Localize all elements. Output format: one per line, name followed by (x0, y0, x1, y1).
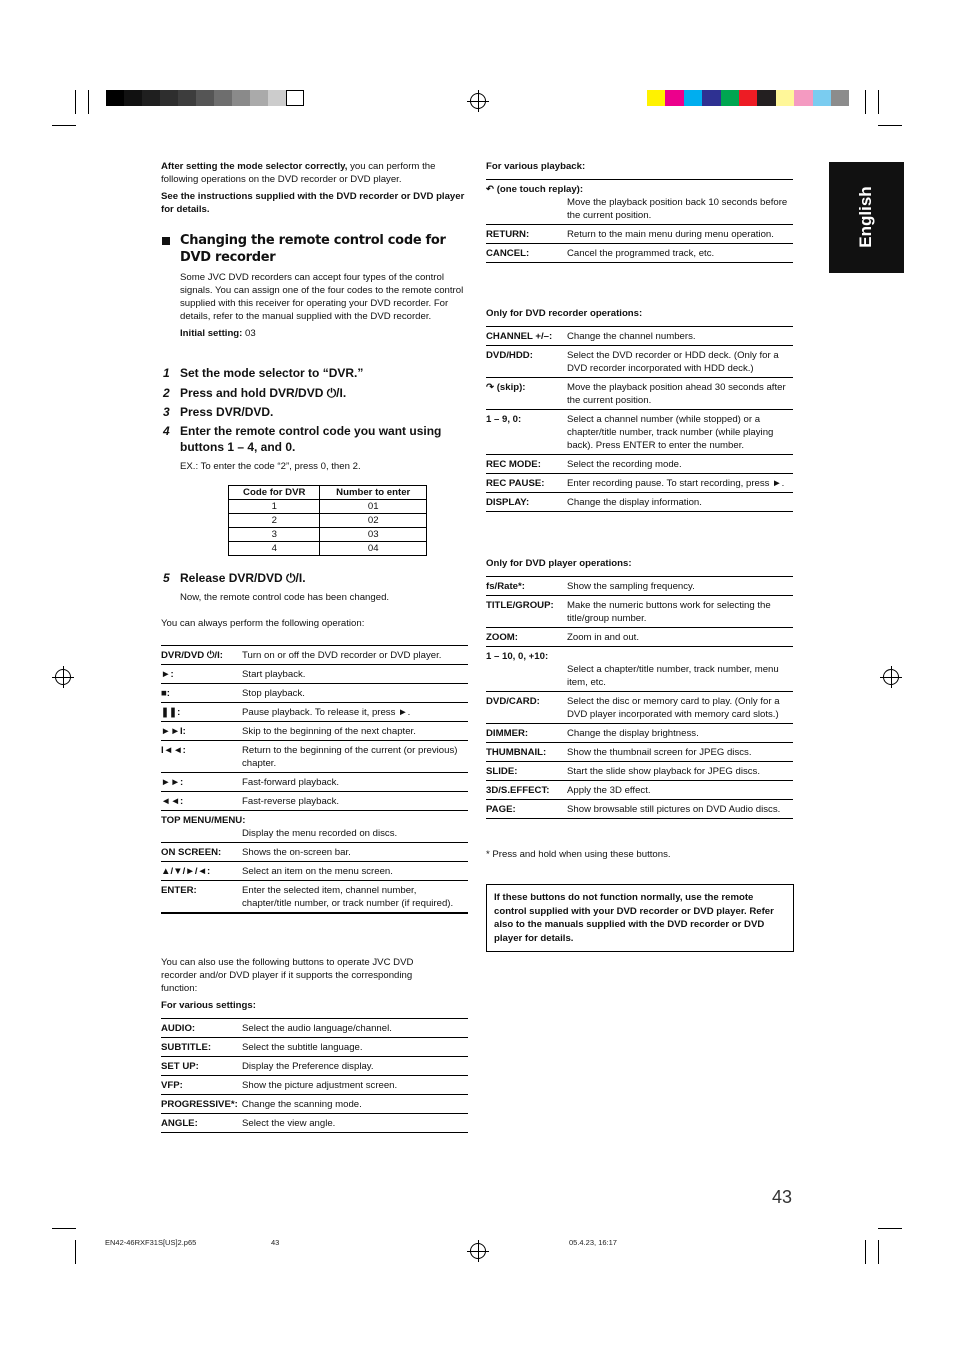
crop-mark (865, 1240, 866, 1264)
color-swatch (268, 90, 286, 106)
row-key: DISPLAY: (486, 497, 530, 508)
playback-heading: For various playback: (486, 161, 586, 172)
row-value: Fast-reverse playback. (242, 796, 340, 807)
table-row: 2 02 (229, 514, 427, 528)
row-key: ►►: (161, 777, 184, 788)
registration-target-icon (470, 93, 486, 109)
table-row (486, 455, 793, 474)
row-key: I◄◄: (161, 745, 186, 756)
row-key: ANGLE: (161, 1118, 198, 1129)
color-swatch (286, 90, 304, 106)
table-row (486, 410, 793, 455)
table-row (161, 792, 468, 811)
row-key: SUBTITLE: (161, 1042, 212, 1053)
row-key: 3D/S.EFFECT: (486, 785, 550, 796)
table-row: 3 03 (229, 528, 427, 542)
row-key: TITLE/GROUP: (486, 600, 554, 611)
section-bullet-icon (162, 237, 170, 245)
row-value: Select the view angle. (242, 1118, 336, 1129)
row-key: DIMMER: (486, 728, 529, 739)
registration-target-icon (55, 669, 71, 685)
color-swatch (124, 90, 142, 106)
row-key: 1 – 9, 0: (486, 414, 522, 425)
row-value: Turn on or off the DVD recorder or DVD player. (242, 650, 442, 661)
intro-paragraph-2: See the instructions supplied with the DVD recorder or DVD player for details. (161, 191, 465, 215)
row-key: SET UP: (161, 1061, 199, 1072)
table-row (161, 1114, 468, 1133)
row-key: VFP: (161, 1080, 183, 1091)
table-row (486, 577, 793, 596)
crop-mark (88, 90, 89, 114)
footer-filename: EN42-46RXF31S[US]2.p65 (105, 1238, 197, 1247)
row-value: Select a channel number (while stopped) or a chapter/title number, track number (while playing back). Press ENTER to enter the number. (567, 414, 774, 451)
row-key: PAGE: (486, 804, 516, 815)
step-1: 1 Set the mode selector to “DVR.” (163, 366, 364, 380)
row-value: Select a chapter/title number, track number, menu item, etc. (567, 664, 779, 688)
table-row (486, 692, 793, 724)
recorder-table (486, 326, 793, 512)
row-value: Fast-forward playback. (242, 777, 340, 788)
table-row (161, 722, 468, 741)
row-key: REC PAUSE: (486, 478, 545, 489)
table-row (161, 811, 468, 843)
table-row (486, 781, 793, 800)
crop-mark (52, 1228, 76, 1229)
table-row: 1 01 (229, 500, 427, 514)
row-value: Display the menu recorded on discs. (242, 828, 398, 839)
row-key: THUMBNAIL: (486, 747, 547, 758)
code-header: Number to enter (320, 486, 427, 500)
row-value: Show the sampling frequency. (567, 581, 695, 592)
row-value: Select an item on the menu screen. (242, 866, 393, 877)
footer-date: 05.4.23, 16:17 (569, 1238, 617, 1247)
color-swatch (665, 90, 683, 106)
row-value: Change the display brightness. (567, 728, 699, 739)
page-number: 43 (772, 1187, 793, 1207)
color-swatch (702, 90, 720, 106)
row-value: Select the DVD recorder or HDD deck. (Only for a DVD recorder incorporated with HDD deck.) (567, 350, 779, 374)
table-row (486, 724, 793, 743)
row-key: ■: (161, 688, 170, 699)
row-value: Display the Preference display. (242, 1061, 374, 1072)
row-key: TOP MENU/MENU: (161, 815, 246, 826)
row-value: Show the thumbnail screen for JPEG discs. (567, 747, 752, 758)
row-key: ↶ (one touch replay): (486, 184, 584, 195)
crop-mark (878, 125, 902, 126)
crop-mark (75, 90, 76, 114)
step-2: 2 Press and hold DVR/DVD ⏻/I. (163, 386, 347, 400)
language-tab (829, 162, 904, 273)
row-value: Start playback. (242, 669, 306, 680)
operations-table (161, 645, 468, 914)
table-row (161, 1076, 468, 1095)
color-swatch (196, 90, 214, 106)
row-value: Enter the selected item, channel number, chapter/title number, or track number (if required). (242, 885, 454, 909)
registration-target-icon (470, 1243, 486, 1259)
section-title: Changing the remote control code for DVD recorder (180, 233, 446, 265)
color-swatch (813, 90, 831, 106)
step-4-example: EX.: To enter the code “2”, press 0, then 2. (180, 461, 361, 472)
settings-table (161, 1018, 468, 1133)
table-row (161, 1038, 468, 1057)
color-swatch (178, 90, 196, 106)
color-swatch (250, 90, 268, 106)
row-key: ▲/▼/►/◄: (161, 866, 211, 877)
row-value: Select the subtitle language. (242, 1042, 363, 1053)
row-key: RETURN: (486, 229, 530, 240)
table-row (161, 843, 468, 862)
row-value: Return to the main menu during menu operation. (567, 229, 774, 240)
table-row (486, 596, 793, 628)
row-value: Select the recording mode. (567, 459, 682, 470)
table-row (161, 684, 468, 703)
also-text: You can also use the following buttons to operate JVC DVD recorder and/or DVD player if it supports the corresponding function: (161, 957, 414, 994)
row-key: AUDIO: (161, 1023, 196, 1034)
row-value: Zoom in and out. (567, 632, 639, 643)
row-value: Select the disc or memory card to play. (Only for a DVD player incorporated with memory card slots.) (567, 696, 780, 720)
row-key: ►: (161, 669, 174, 680)
intro-text (161, 160, 468, 216)
row-key: DVR/DVD ⏻/I: (161, 650, 223, 661)
row-key: REC MODE: (486, 459, 541, 470)
step-4: 4 Enter the remote control code you want using buttons 1 – 4, and 0. (163, 424, 442, 454)
code-table (228, 485, 427, 556)
color-swatch (232, 90, 250, 106)
row-key: SLIDE: (486, 766, 518, 777)
color-swatch (757, 90, 775, 106)
row-value: Show browsable still pictures on DVD Audio discs. (567, 804, 781, 815)
footer-page: 43 (271, 1238, 280, 1247)
footnote: * Press and hold when using these buttons. (486, 849, 671, 860)
row-value: Shows the on-screen bar. (242, 847, 351, 858)
row-value: Cancel the programmed track, etc. (567, 248, 715, 259)
note-box: If these buttons do not function normally, use the remote control supplied with your DVD recorder or DVD player. Refer also to the manuals supplied with the DVD recorder or DVD player for details. (486, 884, 794, 952)
row-key: fs/Rate*: (486, 581, 525, 592)
settings-heading: For various settings: (161, 1000, 256, 1011)
table-row (486, 474, 793, 493)
registration-target-icon (883, 669, 899, 685)
table-row (486, 225, 793, 244)
code-header: Code for DVR (229, 486, 320, 500)
color-swatch (721, 90, 739, 106)
row-value: Move the playback position back 10 seconds before the current position. (567, 197, 788, 221)
row-value: Change the display information. (567, 497, 702, 508)
row-key: ON SCREEN: (161, 847, 222, 858)
language-tab-label: English (856, 186, 875, 248)
table-row (486, 762, 793, 781)
always-text: You can always perform the following operation: (161, 618, 365, 629)
table-row (486, 628, 793, 647)
color-swatch (647, 90, 665, 106)
step-5: 5 Release DVR/DVD ⏻/I. (163, 571, 306, 585)
row-value: Select the audio language/channel. (242, 1023, 392, 1034)
table-row (486, 327, 793, 346)
row-value: Skip to the beginning of the next chapter. (242, 726, 416, 737)
crop-mark (865, 90, 866, 114)
intro-paragraph-1: After setting the mode selector correctly, you can perform the following operations on the DVD recorder or DVD player. (161, 161, 436, 185)
table-row (161, 665, 468, 684)
row-value: Stop playback. (242, 688, 305, 699)
row-key: DVD/HDD: (486, 350, 533, 361)
crop-mark (75, 1240, 76, 1264)
row-key: DVD/CARD: (486, 696, 540, 707)
row-key: ZOOM: (486, 632, 518, 643)
table-row (161, 741, 468, 773)
color-swatch (739, 90, 757, 106)
crop-mark (878, 1228, 902, 1229)
row-key: CANCEL: (486, 248, 530, 259)
table-row (161, 1019, 468, 1038)
color-swatch (794, 90, 812, 106)
color-swatch (831, 90, 849, 106)
row-value: Move the playback position ahead 30 seconds after the current position. (567, 382, 786, 406)
row-value: Show the picture adjustment screen. (242, 1080, 398, 1091)
row-key: ◄◄: (161, 796, 184, 807)
row-value: Apply the 3D effect. (567, 785, 651, 796)
color-swatch (142, 90, 160, 106)
table-row (486, 244, 793, 263)
row-key: ►►I: (161, 726, 186, 737)
table-row (161, 1057, 468, 1076)
row-key: ↷ (skip): (486, 382, 526, 393)
row-key: ENTER: (161, 885, 197, 896)
table-row (486, 493, 793, 512)
table-row (486, 346, 793, 378)
table-row (486, 647, 793, 692)
row-value: Return to the beginning of the current (or previous) chapter. (242, 745, 458, 769)
player-heading: Only for DVD player operations: (486, 558, 632, 569)
section-body: Some JVC DVD recorders can accept four types of the control signals. You can assign one of the four codes to the remote control supplied with this receiver for operating your DVD recorder. For details, refer to the manual supplied with the DVD recorder. Initial setting: 03 (180, 272, 464, 339)
row-value: Make the numeric buttons work for selecting the title/group number. (567, 600, 771, 624)
row-value: Enter recording pause. To start recording, press ►. (567, 478, 785, 489)
crop-mark (52, 125, 76, 126)
row-value: Pause playback. To release it, press ►. (242, 707, 411, 718)
row-value: Change the scanning mode. (241, 1099, 362, 1110)
row-key: PROGRESSIVE*: (161, 1099, 238, 1110)
table-row (161, 646, 468, 665)
color-swatch (776, 90, 794, 106)
player-table (486, 576, 793, 819)
recorder-heading: Only for DVD recorder operations: (486, 308, 643, 319)
row-key: 1 – 10, 0, +10: (486, 651, 549, 662)
color-swatch (214, 90, 232, 106)
table-row (161, 862, 468, 881)
table-row (486, 800, 793, 819)
color-swatch (106, 90, 124, 106)
table-row (486, 378, 793, 410)
color-swatch (160, 90, 178, 106)
row-value: Change the channel numbers. (567, 331, 696, 342)
table-row (486, 180, 793, 225)
table-row (486, 743, 793, 762)
playback-table (486, 179, 793, 263)
table-row (161, 1095, 468, 1114)
crop-mark (878, 90, 879, 114)
table-row (161, 881, 468, 914)
row-key: ❚❚: (161, 707, 181, 718)
crop-mark (878, 1240, 879, 1264)
table-row: 4 04 (229, 542, 427, 556)
color-swatch (684, 90, 702, 106)
table-row (161, 703, 468, 722)
row-key: CHANNEL +/–: (486, 331, 553, 342)
row-value: Start the slide show playback for JPEG discs. (567, 766, 761, 777)
table-row (161, 773, 468, 792)
step-5-note: Now, the remote control code has been changed. (180, 592, 390, 603)
step-3: 3 Press DVR/DVD. (163, 405, 274, 419)
